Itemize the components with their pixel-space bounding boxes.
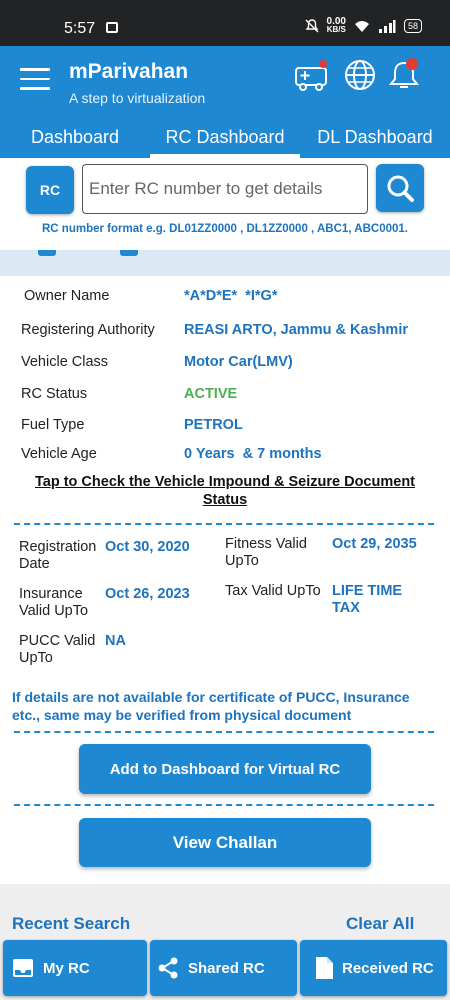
notification-icon — [106, 22, 118, 33]
rc-format-hint: RC number format e.g. DL01ZZ0000 , DL1ZZ0000 , ABC1, ABC0001. — [42, 223, 408, 235]
divider — [14, 523, 434, 525]
fitness-label: Fitness Valid UpTo — [225, 536, 307, 569]
rc-search-area — [0, 158, 450, 250]
owner-name-value: *A*D*E* *I*G* — [184, 288, 278, 304]
battery-icon: 58 — [404, 19, 422, 33]
owner-name-label: Owner Name — [24, 288, 110, 304]
pucc-value: NA — [105, 633, 126, 649]
app-header — [0, 46, 450, 158]
my-rc-label: My RC — [43, 959, 90, 977]
app-title: mParivahan — [69, 60, 189, 83]
vehicle-class-label: Vehicle Class — [21, 354, 109, 370]
band-marker — [120, 250, 138, 256]
view-challan-button[interactable]: View Challan — [79, 818, 371, 867]
clear-all-button[interactable]: Clear All — [346, 914, 415, 933]
insurance-label: Insurance Valid UpTo — [19, 586, 89, 619]
search-button[interactable] — [376, 164, 424, 212]
mute-icon — [305, 19, 319, 33]
rc-status-label: RC Status — [21, 386, 88, 402]
menu-icon[interactable] — [20, 68, 50, 90]
shared-rc-label: Shared RC — [188, 959, 265, 977]
tab-dl-dashboard[interactable]: DL Dashboard — [317, 127, 433, 147]
details-header-band — [0, 250, 450, 276]
my-rc-button[interactable] — [3, 940, 147, 996]
globe-icon[interactable] — [342, 58, 378, 92]
authority-value: REASI ARTO, Jammu & Kashmir — [184, 322, 408, 338]
inbox-icon — [11, 956, 35, 980]
status-time: 5:57 — [64, 20, 96, 37]
verification-note: If details are not available for certificate of PUCC, Insurance etc., same may be verified from physical document — [12, 689, 410, 723]
dashboard-tabs — [0, 120, 450, 158]
received-rc-button[interactable] — [300, 940, 447, 996]
band-marker — [38, 250, 56, 256]
rc-status-value: ACTIVE — [184, 386, 238, 402]
divider — [14, 731, 434, 733]
fitness-value: Oct 29, 2035 — [332, 536, 417, 552]
shared-rc-button[interactable] — [150, 940, 297, 996]
fuel-type-label: Fuel Type — [21, 417, 85, 433]
search-icon — [385, 173, 415, 203]
signal-icon — [378, 20, 396, 33]
tab-dashboard[interactable]: Dashboard — [30, 127, 120, 147]
registration-date-label: Registration Date — [19, 539, 97, 572]
insurance-value: Oct 26, 2023 — [105, 586, 190, 602]
tax-value: LIFE TIME TAX — [332, 583, 403, 616]
recent-search-title: Recent Search — [12, 914, 131, 933]
pucc-label: PUCC Valid UpTo — [19, 633, 96, 666]
wifi-icon — [354, 20, 370, 33]
rc-type-button[interactable]: RC — [26, 166, 74, 214]
rc-details-card — [0, 276, 450, 884]
divider — [14, 804, 434, 806]
tab-rc-dashboard[interactable]: RC Dashboard — [150, 120, 300, 158]
document-icon — [314, 956, 334, 980]
share-icon — [156, 956, 180, 980]
status-bar — [0, 0, 450, 46]
vehicle-age-label: Vehicle Age — [21, 446, 97, 462]
registration-date-value: Oct 30, 2020 — [105, 539, 190, 555]
net-speed: 0.00 KB/S — [326, 16, 346, 34]
bell-icon[interactable] — [386, 58, 422, 92]
vehicle-age-value: 0 Years & 7 months — [184, 446, 322, 462]
add-to-dashboard-button[interactable]: Add to Dashboard for Virtual RC — [79, 744, 371, 794]
status-icons — [305, 18, 422, 34]
app-subtitle: A step to virtualization — [69, 90, 206, 106]
authority-label: Registering Authority — [21, 322, 155, 338]
impound-status-link[interactable]: Tap to Check the Vehicle Impound & Seizure Document Status — [34, 474, 416, 508]
fuel-type-value: PETROL — [184, 417, 243, 433]
ambulance-icon[interactable] — [294, 58, 330, 92]
tax-label: Tax Valid UpTo — [225, 583, 321, 599]
vehicle-class-value: Motor Car(LMV) — [184, 354, 293, 370]
rc-number-input[interactable] — [82, 164, 368, 214]
received-rc-label: Received RC — [342, 959, 434, 977]
